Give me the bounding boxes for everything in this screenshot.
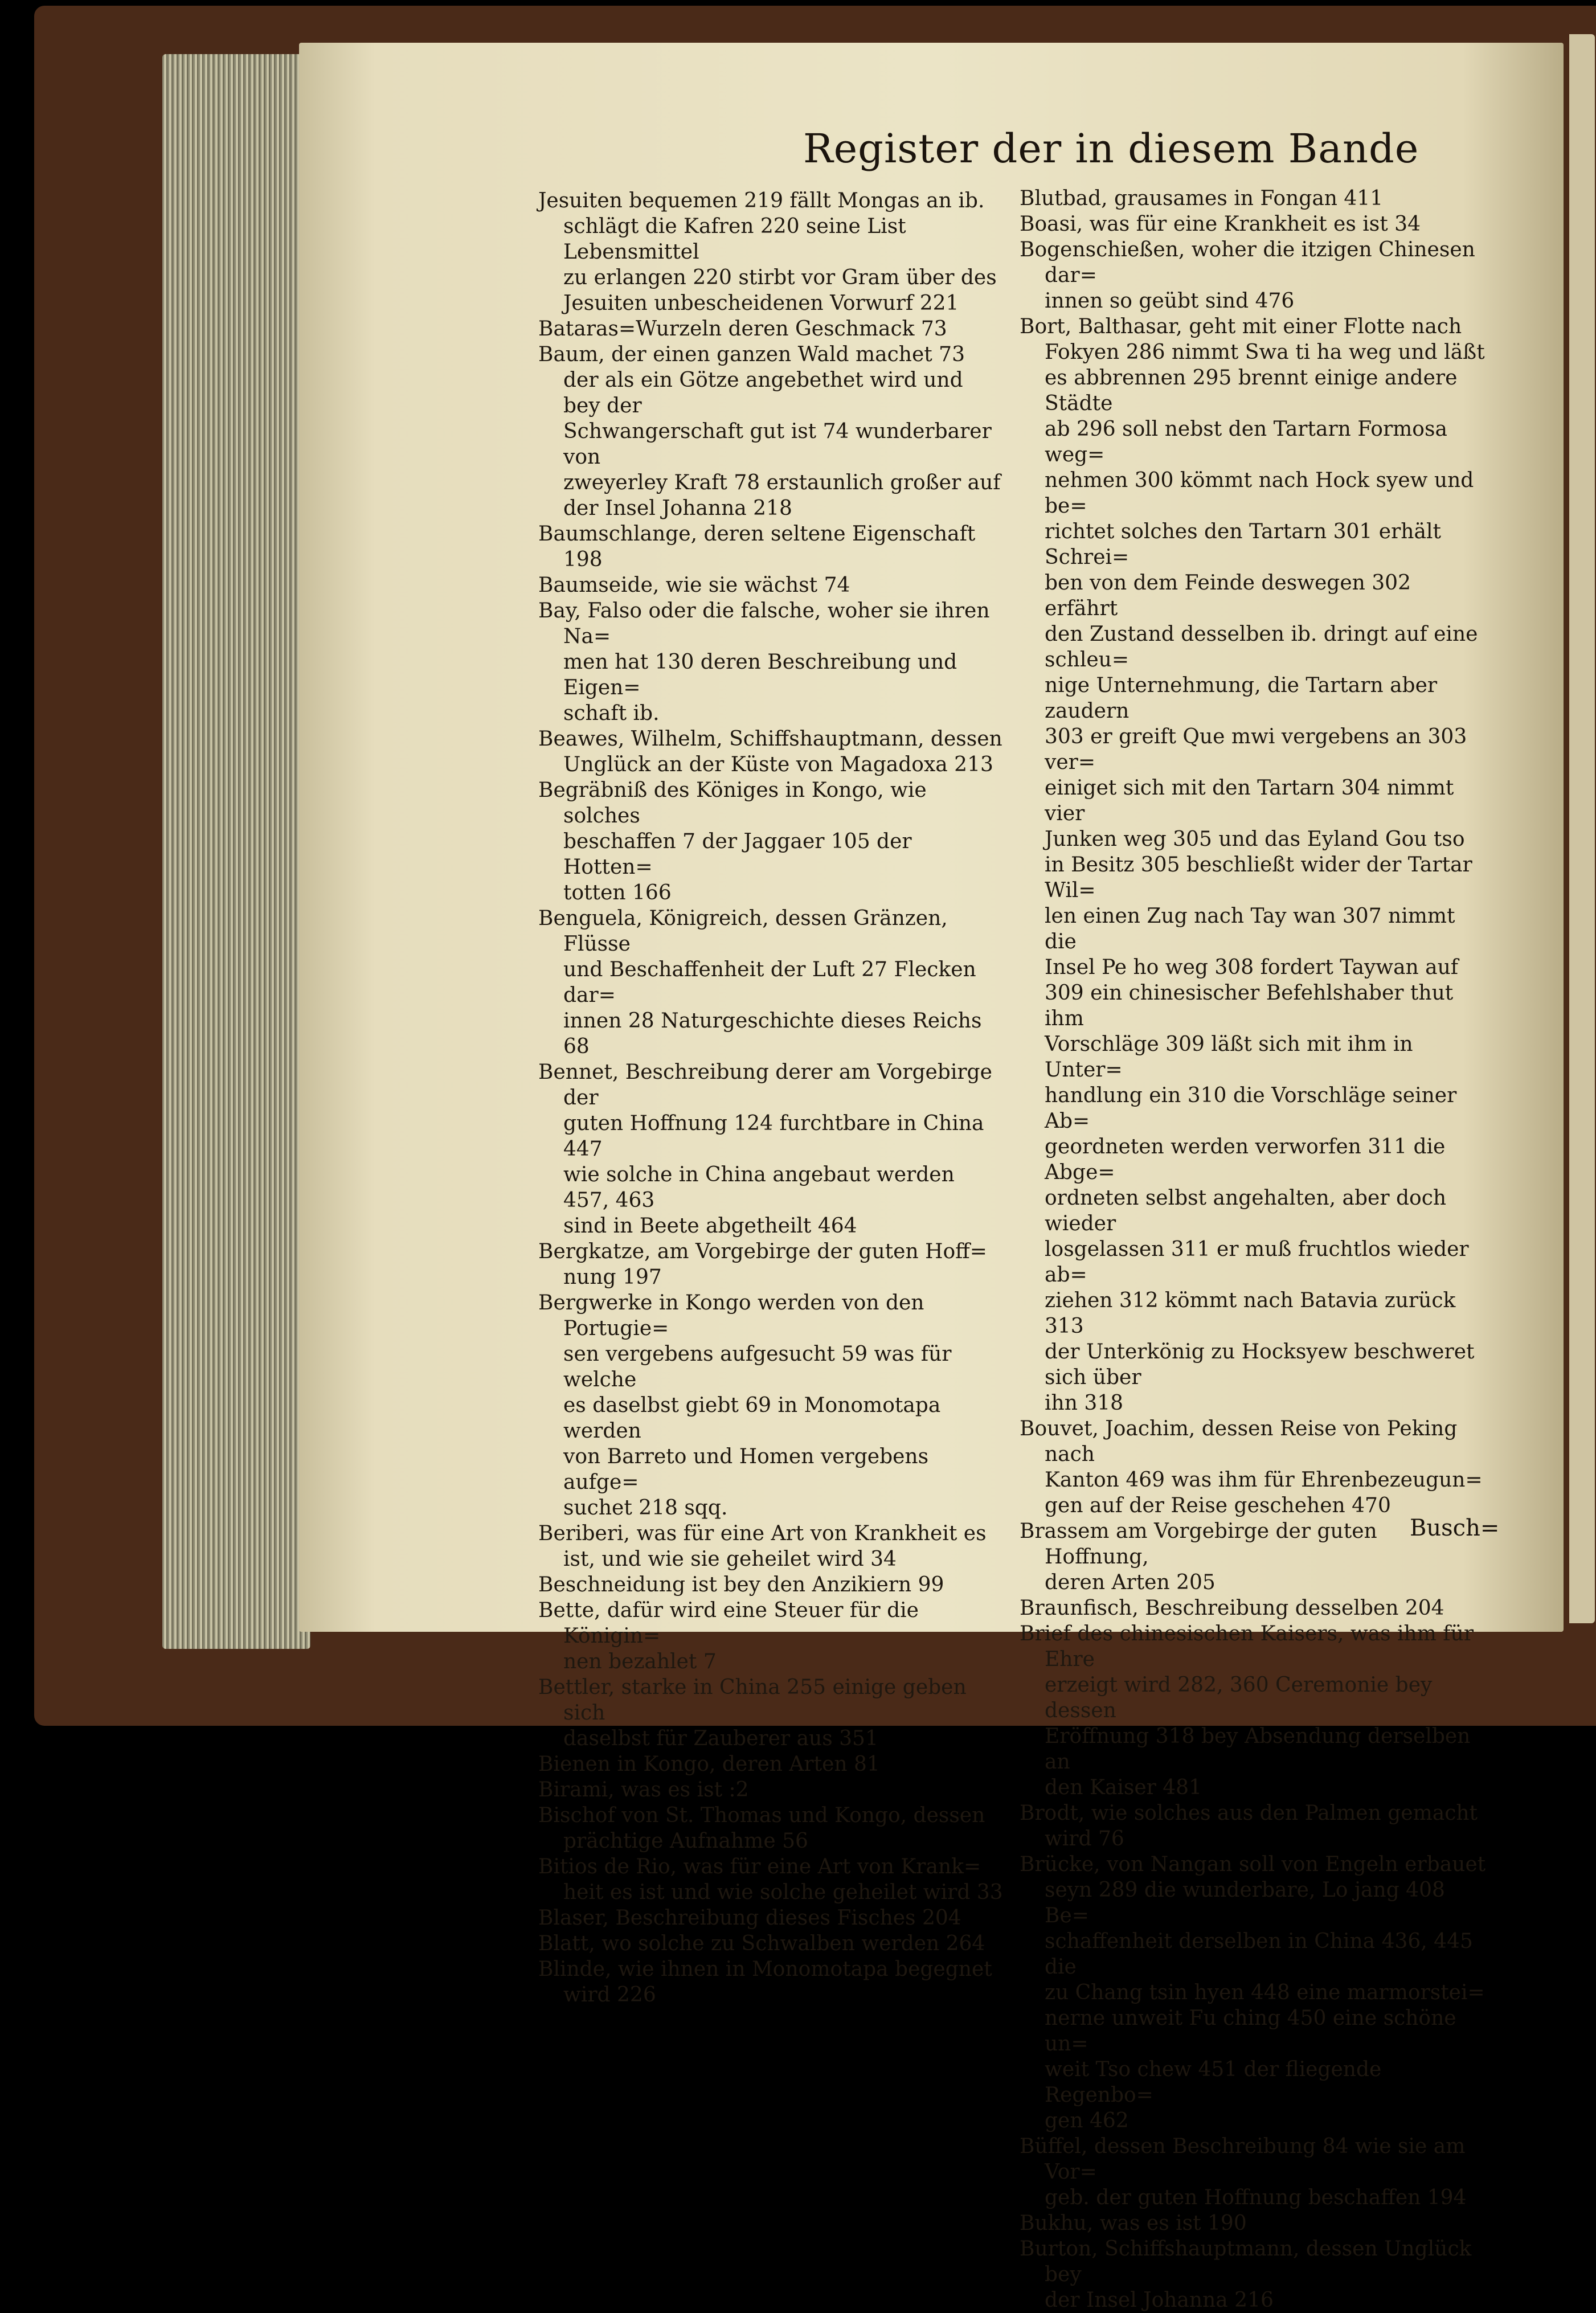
index-entry: Begräbniß des Königes in Kongo, wie solches beschaffen 7 der Jaggaer 105 der Hotten= totten 166 bbox=[538, 779, 927, 904]
index-entry: Bennet, Beschreibung derer am Vorgebirge der guten Hoffnung 124 furchtbare in China 447 wie solche in China angebaut werden 457, 463 sind in Beete abgetheilt 464 bbox=[538, 1061, 992, 1238]
index-column-right bbox=[1020, 186, 1487, 2313]
index-entry: Benguela, Königreich, dessen Gränzen, Flüsse und Beschaffenheit der Luft 27 Flecken dar= innen 28 Naturgeschichte dieses Reichs 68 bbox=[538, 907, 982, 1058]
index-entry: Blutbad, grausames in Fongan 411 bbox=[1020, 187, 1384, 210]
index-entry: Boasi, was für eine Krankheit es ist 34 bbox=[1020, 212, 1421, 236]
index-entry: Brücke, von Nangan soll von Engeln erbauet seyn 289 die wunderbare, Lo jang 408 Be= schaffenheit derselben in China 436, 445 die zu Chang tsin hyen 448 eine marmorstei= nerne unweit Fu ching 450 eine schöne un= weit Tso chew 451 der fliegende Regenbo= gen 462 bbox=[1020, 1853, 1486, 2132]
index-entry: Beschneidung ist bey den Anzikiern 99 bbox=[538, 1573, 944, 1596]
index-entry: Bienen in Kongo, deren Arten 81 bbox=[538, 1753, 880, 1776]
page-header: Register der in diesem Bande bbox=[803, 125, 1419, 172]
index-entry: Burton, Schiffshauptmann, dessen Unglück bey der Insel Johanna 216 bbox=[1020, 2237, 1472, 2312]
index-entry: Bukhu, was es ist 190 bbox=[1020, 2212, 1247, 2235]
index-entry: Bettler, starke in China 255 einige geben sich daselbst für Zauberer aus 351 bbox=[538, 1676, 967, 1750]
index-entry: Bataras=Wurzeln deren Geschmack 73 bbox=[538, 317, 947, 341]
index-entry: Bogenschießen, woher die itzigen Chinesen dar= innen so geübt sind 476 bbox=[1020, 238, 1475, 313]
index-entry: Bitios de Rio, was für eine Art von Krank= heit es ist und wie solche geheilet wird 33 bbox=[538, 1855, 1003, 1904]
index-entry: Bette, dafür wird eine Steuer für die Königin= nen bezahlet 7 bbox=[538, 1599, 919, 1673]
facing-page-edge bbox=[1569, 34, 1595, 1623]
index-entry: Brodt, wie solches aus den Palmen gemacht wird 76 bbox=[1020, 1802, 1478, 1851]
index-entry: Blaser, Beschreibung dieses Fisches 204 bbox=[538, 1906, 961, 1930]
index-entry: Büffel, dessen Beschreibung 84 wie sie am Vor= geb. der guten Hoffnung beschaffen 194 bbox=[1020, 2135, 1467, 2209]
index-entry: Bergkatze, am Vorgebirge der guten Hoff= nung 197 bbox=[538, 1240, 987, 1289]
index-entry: Jesuiten bequemen 219 fällt Mongas an ib. schlägt die Kafren 220 seine List Lebensmittel zu erlangen 220 stirbt vor Gram über des Jesuiten unbescheidenen Vorwurf 221 bbox=[538, 189, 997, 315]
index-entry: Baum, der einen ganzen Wald machet 73 der als ein Götze angebethet wird und bey der Schwangerschaft gut ist 74 wunderbarer von zweyerley Kraft 78 erstaunlich großer auf der Insel Johanna 218 bbox=[538, 343, 1001, 520]
index-entry: Brief des chinesischen Kaisers, was ihm für Ehre erzeigt wird 282, 360 Ceremonie bey dessen Eröffnung 318 bey Absendung derselben an den Kaiser 481 bbox=[1020, 1622, 1474, 1799]
index-entry: Bergwerke in Kongo werden von den Portugie= sen vergebens aufgesucht 59 was für welche es daselbst giebt 69 in Monomotapa werden von Barreto und Homen vergebens aufge= suchet 218 sqq. bbox=[538, 1291, 952, 1520]
index-column-left bbox=[538, 188, 1005, 2008]
catchword: Busch= bbox=[1410, 1515, 1500, 1541]
index-entry: Brassem am Vorgebirge der guten Hoffnung, deren Arten 205 bbox=[1020, 1520, 1377, 1594]
index-entry: Baumschlange, deren seltene Eigenschaft 198 bbox=[538, 522, 976, 571]
index-entry: Beriberi, was für eine Art von Krankheit es ist, und wie sie geheilet wird 34 bbox=[538, 1522, 987, 1571]
index-entry: Bay, Falso oder die falsche, woher sie ihren Na= men hat 130 deren Beschreibung und Eigen= schaft ib. bbox=[538, 599, 990, 725]
page-edges bbox=[162, 54, 310, 1649]
index-entry: Braunfisch, Beschreibung desselben 204 bbox=[1020, 1596, 1444, 1620]
index-entry: Blinde, wie ihnen in Monomotapa begegnet wird 226 bbox=[538, 1958, 992, 2007]
index-entry: Blatt, wo solche zu Schwalben werden 264 bbox=[538, 1932, 985, 1955]
index-entry: Bischof von St. Thomas und Kongo, dessen prächtige Aufnahme 56 bbox=[538, 1804, 985, 1853]
index-entry: Bouvet, Joachim, dessen Reise von Peking nach Kanton 469 was ihm für Ehrenbezeugun= gen auf der Reise geschehen 470 bbox=[1020, 1417, 1483, 1517]
index-entry: Birami, was es ist :2 bbox=[538, 1778, 749, 1802]
index-entry: Beawes, Wilhelm, Schiffshauptmann, dessen Unglück an der Küste von Magadoxa 213 bbox=[538, 727, 1002, 776]
index-entry: Baumseide, wie sie wächst 74 bbox=[538, 574, 850, 597]
index-entry: Bort, Balthasar, geht mit einer Flotte nach Fokyen 286 nimmt Swa ti ha weg und läßt es abbrennen 295 brennt einige andere Städte ab 296 soll nebst den Tartarn Formosa weg= nehmen 300 kömmt nach Hock syew und be= richtet solches den Tartarn 301 erhält Schrei= ben von dem Feinde deswegen 302 erfährt den Zustand desselben ib. dringt auf eine schleu= nige Unternehmung, die Tartarn aber zaudern 303 er greift Que mwi vergebens an 303 ver= einiget sich mit den Tartarn 304 nimmt vier Junken weg 305 und das Eyland Gou tso in Besitz 305 beschließt wider der Tartar Wil= len einen Zug nach Tay wan 307 nimmt die Insel Pe ho weg 308 fordert Taywan auf 309 ein chinesischer Befehlshaber thut ihm Vorschläge 309 läßt sich mit ihm in Unter= handlung ein 310 die Vorschläge seiner Ab= geordneten werden verworfen 311 die Abge= ordneten selbst angehalten, aber doch wieder losgelassen 311 er muß fruchtlos wieder ab= ziehen 312 kömmt nach Batavia zurück 313 der Unterkönig zu Hocksyew beschweret sich über ihn 318 bbox=[1020, 315, 1485, 1415]
